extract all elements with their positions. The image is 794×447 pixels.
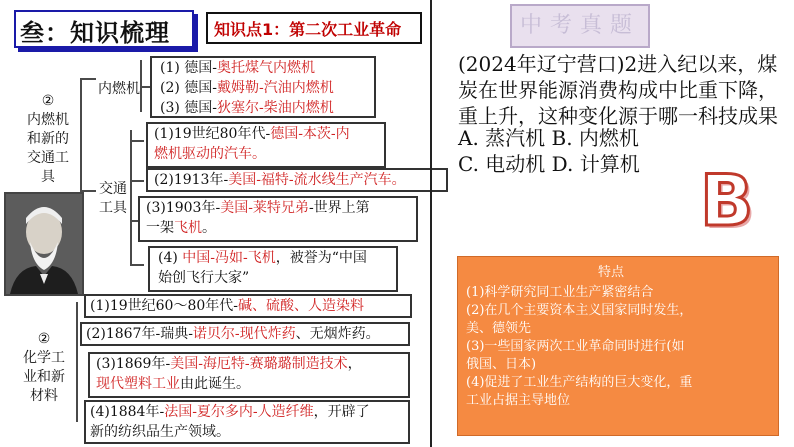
branch1-label-line: 具: [41, 169, 55, 185]
plain-text: (3)1869年-: [96, 356, 171, 372]
feature-line: (3)一些国家两次工业革命同时进行(如: [466, 339, 685, 354]
item-line: [90, 422, 370, 442]
plain-text: 、无烟炸药。: [295, 326, 380, 342]
branch1-label-line: 和新的: [27, 131, 69, 147]
item-line: [154, 170, 406, 190]
highlight-text: 美国-福特-流水线生产汽车。: [228, 172, 406, 188]
chem-item-text: [96, 354, 362, 394]
feature-line: (4)促进了工业生产结构的巨大变化，重: [466, 375, 693, 390]
highlight-text: 美国-海厄特-赛璐璐制造技术: [170, 356, 348, 372]
plain-text: 一架: [146, 220, 174, 236]
item-line: [158, 268, 367, 288]
plain-text: (2)1913年-: [154, 172, 229, 188]
answer-letter: B: [700, 160, 754, 242]
branch2-connector: [76, 302, 78, 422]
feature-line: 美、德领先: [466, 321, 532, 336]
plain-text: (1)19世纪80年代-: [154, 126, 271, 142]
question-line: 炭在世界能源消费构成中比重下降，: [458, 78, 778, 102]
connector: [130, 140, 144, 142]
engine-name: 狄塞尔-柴油内燃机: [217, 100, 334, 116]
feature-line: (1)科学研究同工业生产紧密结合: [466, 285, 654, 300]
highlight-text: 法国-夏尔多内-人造纤维: [164, 404, 314, 420]
connector: [130, 264, 144, 266]
knowledge-point-title: 知识点1：第二次工业革命: [214, 20, 402, 39]
engine-item: [160, 78, 334, 98]
branch1-label-line: 交通工: [27, 150, 69, 166]
transport-item-text: [154, 170, 406, 190]
feature-line: (2)在几个主要资本主义国家同时发生，: [466, 303, 693, 318]
chem-item-text: [90, 402, 370, 442]
connector: [130, 180, 144, 182]
branch1-label-line: 内燃机: [27, 112, 69, 128]
branch1-label: [20, 92, 76, 187]
plain-text: (1)19世纪60～80年代-: [90, 298, 239, 314]
chem-item-text: [90, 296, 364, 316]
highlight-text: 诺贝尔-现代炸药: [192, 326, 296, 342]
features-list: [466, 284, 692, 410]
chem-item-text: [86, 324, 380, 344]
item-line: [154, 144, 350, 164]
exam-stamp: 中考真题: [510, 4, 650, 48]
item-line: [158, 248, 367, 268]
item-line: [90, 296, 364, 316]
branch2-number: ②: [37, 331, 51, 347]
plain-text: ，被誉为“中国: [275, 250, 367, 266]
plain-text: 始创飞行大家”: [158, 270, 250, 286]
highlight-text: 美国-莱特兄弟: [220, 200, 309, 216]
highlight-text: 燃机驱动的汽车。: [154, 146, 266, 162]
transport-item-text: [158, 248, 367, 288]
highlight-text: 碱、硫酸、人造染料: [238, 298, 365, 314]
transport-label: [96, 180, 130, 218]
transport-label-line: 交通: [99, 181, 127, 197]
question-line: (2024年辽宁营口)2进入纪以来，煤: [458, 52, 778, 76]
highlight-text: 德国-本茨-内: [270, 126, 350, 142]
plain-text: 由此诞生。: [180, 376, 250, 392]
item-line: [96, 374, 362, 394]
transport-connector: [130, 130, 132, 266]
branch2-label-line: 化学工: [23, 350, 65, 366]
plain-text: ，: [347, 356, 362, 372]
branch2-label: [16, 330, 72, 406]
question-line: 重上升，这种变化源于哪一科技成果: [458, 104, 778, 128]
engine-name: 戴姆勒-汽油内燃机: [217, 80, 334, 96]
option-line: C. 电动机 D. 计算机: [458, 152, 640, 176]
engine-prefix: (2) 德国-: [160, 80, 218, 96]
branch1-number: ②: [41, 93, 55, 109]
engine-prefix: (3) 德国-: [160, 100, 218, 116]
branch2-label-line: 材料: [30, 388, 58, 404]
highlight-text: 中国-冯如-飞机: [182, 250, 276, 266]
item-line: [90, 402, 370, 422]
item-line: [154, 124, 350, 144]
plain-text: (2)1867年-瑞典-: [86, 326, 193, 342]
highlight-text: 飞机: [174, 220, 202, 236]
item-line: [146, 218, 370, 238]
connector: [80, 78, 96, 80]
plain-text: ，开辟了: [313, 404, 370, 420]
plain-text: 。: [202, 220, 216, 236]
connector: [140, 86, 150, 88]
feature-line: 工业占据主导地位: [466, 393, 571, 408]
plain-text: (4)1884年-: [90, 404, 165, 420]
features-title: 特点: [598, 265, 625, 280]
engine-name: 奥托煤气内燃机: [217, 60, 316, 76]
engine-item: [160, 58, 315, 78]
engine-item: [160, 98, 334, 118]
transport-label-line: 工具: [99, 200, 127, 216]
transport-item-text: [154, 124, 350, 164]
option-line: A. 蒸汽机 B. 内燃机: [458, 126, 639, 150]
branch2-label-line: 业和新: [23, 369, 65, 385]
item-line: [96, 354, 362, 374]
highlight-text: 现代塑料工业: [96, 376, 180, 392]
plain-text: -世界上第: [308, 200, 370, 216]
transport-item-text: [146, 198, 370, 238]
section-title: 叁：知识梳理: [20, 19, 170, 47]
item-line: [86, 324, 380, 344]
vertical-divider: [430, 0, 432, 447]
feature-line: 俄国、日本): [466, 357, 537, 372]
plain-text: (3)1903年-: [146, 200, 221, 216]
engine-label: 内燃机: [98, 81, 140, 97]
portrait-image: [4, 192, 84, 296]
plain-text: 新的纺织品生产领域。: [90, 424, 230, 440]
plain-text: (4): [158, 250, 183, 266]
engine-prefix: (1) 德国-: [160, 60, 218, 76]
item-line: [146, 198, 370, 218]
